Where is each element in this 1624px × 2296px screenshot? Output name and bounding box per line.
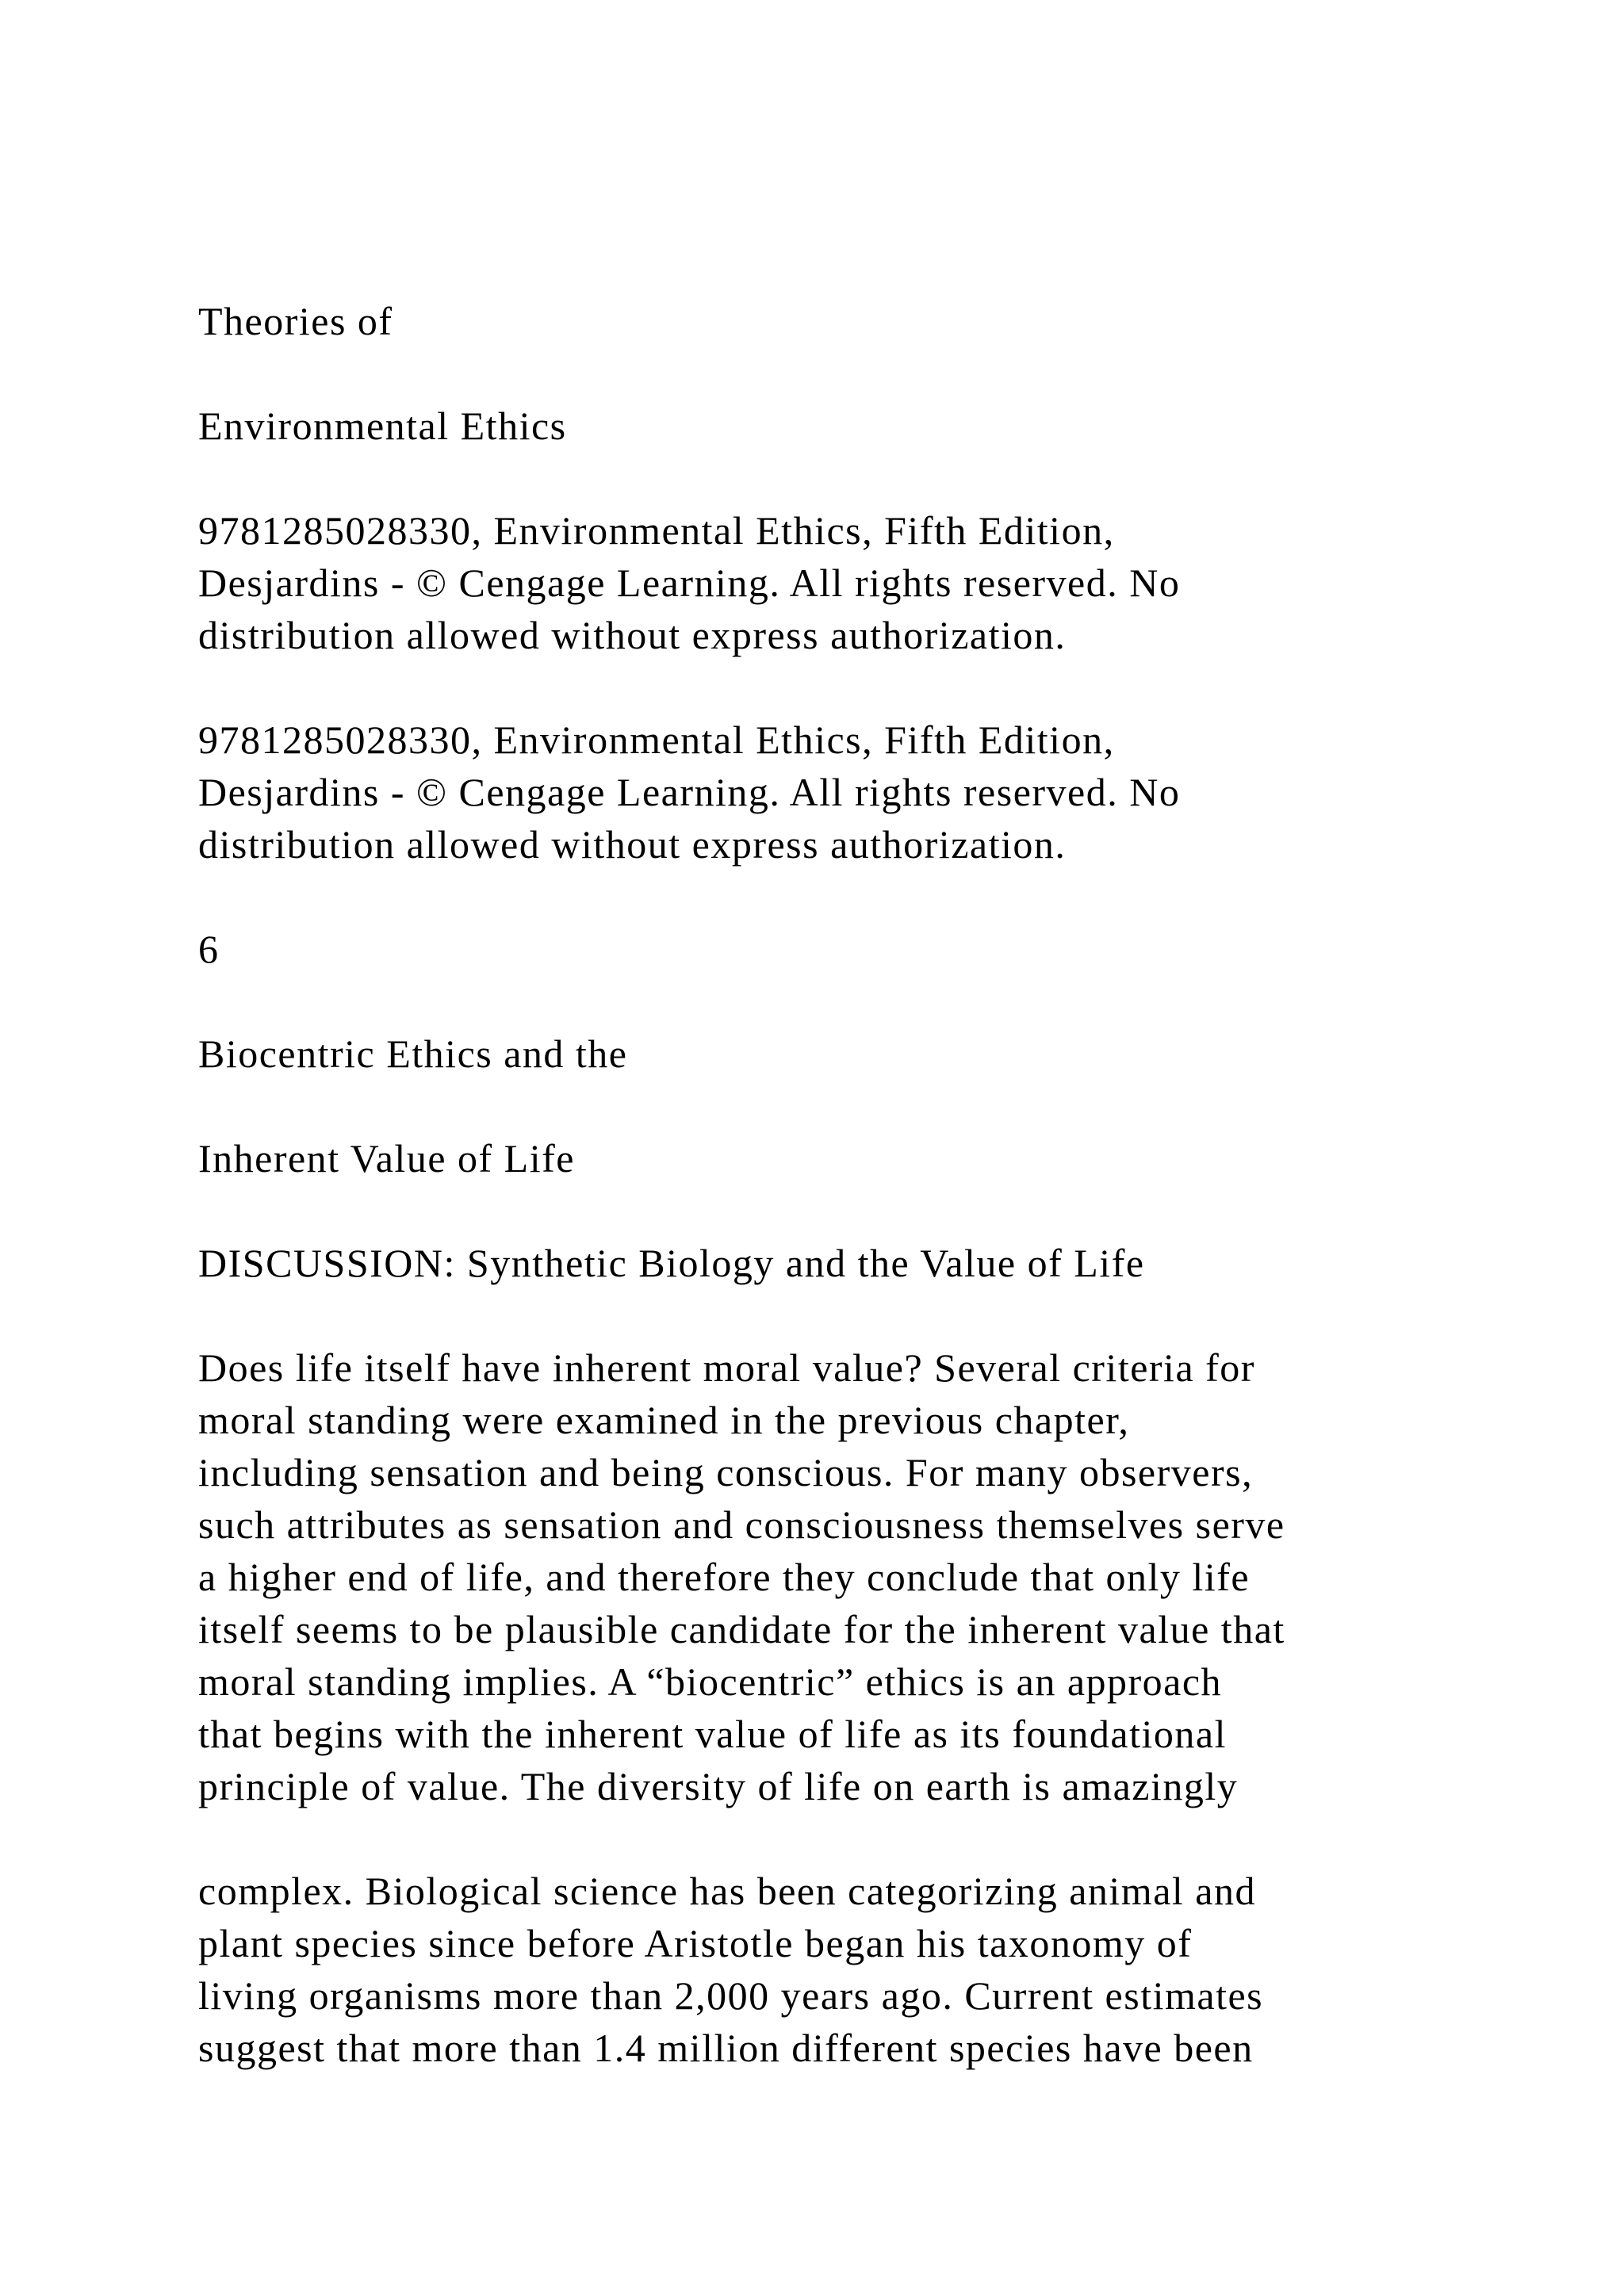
body-paragraph-1-line: moral standing were examined in the previous chapter, bbox=[198, 1398, 1130, 1442]
copyright-2-line: Desjardins - © Cengage Learning. All rights reserved. No bbox=[198, 770, 1181, 814]
body-paragraph-1-line: that begins with the inherent value of life as its foundational bbox=[198, 1712, 1227, 1756]
title-line-2-text: Environmental Ethics bbox=[198, 404, 567, 448]
title-line-1-text: Theories of bbox=[198, 299, 393, 343]
body-paragraph-1-line: such attributes as sensation and consciousness themselves serve bbox=[198, 1502, 1285, 1547]
body-paragraph-1-line: principle of value. The diversity of life on earth is amazingly bbox=[198, 1764, 1239, 1808]
chapter-title-line-1-text: Biocentric Ethics and the bbox=[198, 1031, 628, 1076]
copyright-notice-2 bbox=[198, 714, 1499, 871]
document-content bbox=[198, 295, 1499, 2126]
body-paragraph-2-line: suggest that more than 1.4 million different species have been bbox=[198, 2026, 1254, 2070]
copyright-2-line: 9781285028330, Environmental Ethics, Fifth Edition, bbox=[198, 718, 1115, 762]
copyright-2-line: distribution allowed without express authorization. bbox=[198, 822, 1067, 867]
body-paragraph-2-line: complex. Biological science has been categorizing animal and bbox=[198, 1869, 1256, 1913]
title-line-2 bbox=[198, 400, 1499, 452]
title-line-1 bbox=[198, 295, 1499, 347]
body-paragraph-1-line: Does life itself have inherent moral value? Several criteria for bbox=[198, 1345, 1255, 1390]
body-paragraph-2-line: living organisms more than 2,000 years ago. Current estimates bbox=[198, 1973, 1264, 2018]
body-paragraph-2 bbox=[198, 1865, 1499, 2074]
discussion-heading-text: DISCUSSION: Synthetic Biology and the Value of Life bbox=[198, 1241, 1145, 1285]
body-paragraph-1-line: including sensation and being conscious. For many observers, bbox=[198, 1450, 1254, 1494]
chapter-title-line-2 bbox=[198, 1132, 1499, 1184]
discussion-heading bbox=[198, 1237, 1499, 1289]
chapter-title-line-2-text: Inherent Value of Life bbox=[198, 1136, 575, 1181]
copyright-1-line: Desjardins - © Cengage Learning. All rights reserved. No bbox=[198, 561, 1181, 605]
chapter-title-line-1 bbox=[198, 1027, 1499, 1080]
chapter-number-text: 6 bbox=[198, 927, 220, 971]
body-paragraph-2-line: plant species since before Aristotle began his taxonomy of bbox=[198, 1921, 1193, 1965]
copyright-1-line: distribution allowed without express authorization. bbox=[198, 613, 1067, 657]
body-paragraph-1-line: moral standing implies. A “biocentric” ethics is an approach bbox=[198, 1659, 1223, 1704]
body-paragraph-1 bbox=[198, 1341, 1499, 1812]
copyright-1-line: 9781285028330, Environmental Ethics, Fifth Edition, bbox=[198, 508, 1115, 553]
body-paragraph-1-line: itself seems to be plausible candidate for the inherent value that bbox=[198, 1607, 1285, 1651]
copyright-notice-1 bbox=[198, 504, 1499, 661]
chapter-number bbox=[198, 923, 1499, 975]
body-paragraph-1-line: a higher end of life, and therefore they conclude that only life bbox=[198, 1555, 1251, 1599]
